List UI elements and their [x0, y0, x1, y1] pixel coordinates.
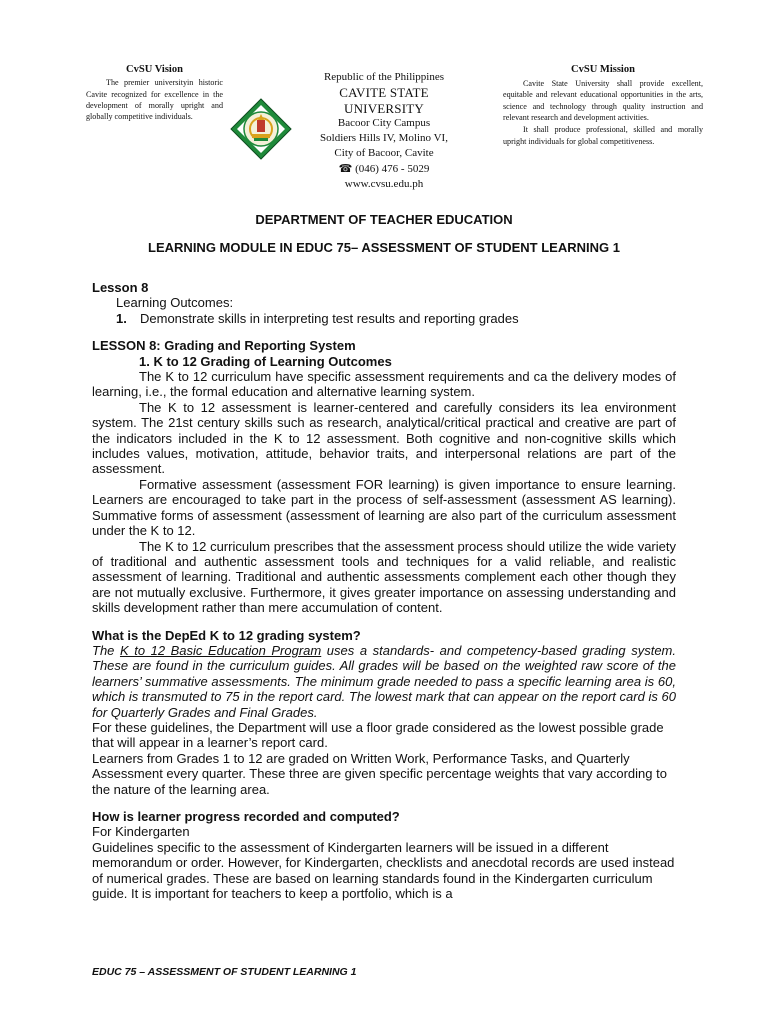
website-line: www.cvsu.edu.ph [344, 178, 424, 191]
phone-number: (046) 476 - 5029 [355, 162, 430, 175]
outcome-number: 1. [116, 310, 127, 326]
address-line-2: City of Bacoor, Cavite [334, 147, 434, 160]
vision-title: CvSU Vision [126, 64, 183, 75]
university-header [300, 70, 468, 192]
learners-paragraph: Learners from Grades 1 to 12 are graded on Written Work, Performance Tasks, and Quarterly Assessment every quarter. These three are given specific percentage weights that vary according to the nature of the learning area. [92, 750, 667, 797]
page-footer: EDUC 75 – ASSESSMENT OF STUDENT LEARNING 1 [92, 966, 357, 978]
floor-grade-paragraph: For these guidelines, the Department will use a floor grade considered as the lowest possible grade that will appear in a learner’s report card. [92, 719, 664, 751]
paragraph-1: The K to 12 curriculum have specific assessment requirements and ca the delivery modes of learning, i.e., the formal education and alternative learning system. [92, 369, 676, 400]
grading-question: What is the DepEd K to 12 grading system? [92, 627, 361, 643]
k12-program-link[interactable]: K to 12 Basic Education Program [119, 642, 322, 658]
section-title: LESSON 8: Grading and Reporting System [92, 338, 356, 354]
paragraph-4: The K to 12 curriculum prescribes that the assessment process should utilize the wide variety of traditional and authentic assessment tools and techniques for a valid reliable, and realistic assessment of learning. Traditional and authentic assessments complement each other though they are not mutually exclusive. Furthermore, it gives greater importance on assessing understanding and skills development rather than mere accumulation of content. [92, 538, 676, 616]
phone-icon: ☎ [338, 162, 353, 175]
paragraph-3: Formative assessment (assessment FOR learning) is given importance to ensure learning. Learners are encouraged to take part in the process of self-assessment (assessment AS learning). Summative forms of assessment (assessment of learning are also part of the curriculum assessment under the K to 12. [92, 476, 676, 539]
vision-text: The premier universityin historic Cavite recognized for excellence in the development of morally upright and globally competitive individuals. [86, 78, 223, 122]
module-body [92, 280, 676, 901]
outcome-text: Demonstrate skills in interpreting test results and reporting grades [140, 310, 519, 326]
department-title: DEPARTMENT OF TEACHER EDUCATION [255, 212, 513, 227]
grading-intro-pre: The [92, 642, 120, 658]
paragraph-2: The K to 12 assessment is learner-centered and carefully considers its lea environment system. The 21st century skills such as research, analytical/critical practical and creative are part of the indicators included in the K to 12 assessment. Both cognitive and non-cognitive skills which includes values, motivation, attitude, behavior traits, and interpersonal relations are part of the assessment. [92, 399, 676, 477]
kindergarten-paragraph: Guidelines specific to the assessment of Kindergarten learners will be issued in a different memorandum or order. However, for Kindergarten, checklists and anecdotal records are used instead of numerical grades. These are based on learning standards found in the Kindergarten curriculum guide. It is important for teachers to keep a portfolio, which is a [92, 839, 675, 902]
phone-line [300, 162, 468, 177]
learning-outcomes-label: Learning Outcomes: [116, 295, 234, 311]
republic-line: Republic of the Philippines [323, 71, 445, 83]
kindergarten-label: For Kindergarten [92, 824, 190, 840]
seal-icon [230, 98, 292, 160]
university-name: CAVITE STATE UNIVERSITY [339, 85, 429, 116]
mission-text-1: Cavite State University shall provide excellent, equitable and relevant educational opportunities in the arts, science and technology through quality instruction and relevant research and development activities. [503, 78, 703, 123]
progress-question: How is learner progress recorded and computed? [92, 809, 400, 824]
vision-box [86, 64, 223, 122]
subsection-title: 1. K to 12 Grading of Learning Outcomes [139, 353, 392, 369]
grading-intro-post: uses a standards- and competency-based grading system. These are found in the curriculum guides. All grades will be based on the weighted raw score of the learners’ summative assessments. The minimum grade needed to pass a specific learning area is 60, which is transmuted to 75 in the report card. The lowest mark that can appear on the report card is 60 for Quarterly Grades and Final Grades. [92, 642, 676, 720]
address-line-1: Soldiers Hills IV, Molino VI, [320, 132, 448, 145]
mission-title: CvSU Mission [571, 64, 635, 75]
module-title: LEARNING MODULE IN EDUC 75– ASSESSMENT OF STUDENT LEARNING 1 [148, 240, 620, 255]
mission-text-2: It shall produce professional, skilled and morally upright individuals for global competitiveness. [503, 124, 703, 146]
outcome-item [92, 311, 676, 326]
grading-intro [92, 643, 676, 720]
lesson-label: Lesson 8 [92, 280, 149, 295]
mission-box [503, 64, 703, 147]
university-seal [230, 98, 292, 160]
campus-line: Bacoor City Campus [337, 116, 431, 129]
